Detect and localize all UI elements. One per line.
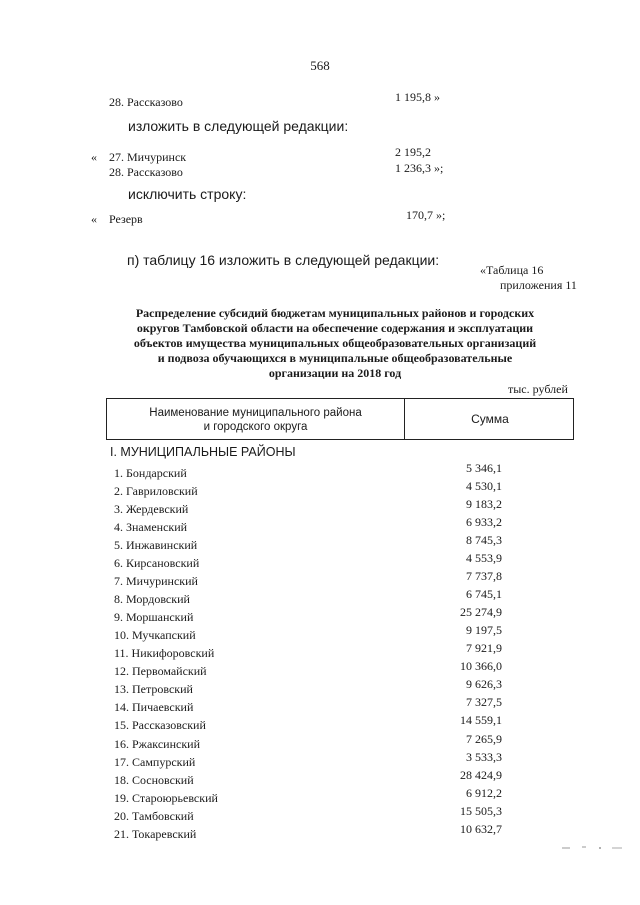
page-number: 568	[310, 58, 330, 73]
amendment-line-4-value: 170,7 »;	[406, 208, 446, 222]
title-line: Распределение субсидий бюджетам муниципальных районов и городских	[135, 306, 535, 320]
row-name: 3. Жердевский	[114, 502, 189, 516]
row-value: 4 553,9	[466, 551, 502, 565]
row-name: 16. Ржаксинский	[114, 737, 200, 751]
table-ref-line-1: «Таблица 16	[480, 263, 544, 277]
amendment-line-3-value: 1 236,3 »;	[395, 161, 444, 175]
amendment-line-3-name: 28. Рассказово	[109, 165, 183, 179]
row-value: 14 559,1	[460, 713, 502, 727]
row-value: 5 346,1	[466, 461, 502, 475]
row-value: 9 197,5	[466, 623, 502, 637]
header-name-line-1: Наименование муниципального района	[149, 407, 362, 419]
quote-open-1: «	[91, 150, 97, 164]
instruction-table-16: п) таблицу 16 изложить в следующей редакции:	[127, 252, 440, 268]
header-sum-column: Сумма	[471, 412, 509, 426]
row-name: 21. Токаревский	[114, 827, 197, 841]
title-line: округов Тамбовской области на обеспечение содержания и эксплуатации	[136, 321, 534, 335]
scan-marks-decoration	[560, 840, 630, 854]
title-line: и подвоза обучающихся в муниципальные общеобразовательные	[157, 351, 513, 365]
row-value: 7 921,9	[466, 641, 502, 655]
row-name: 15. Рассказовский	[114, 718, 206, 732]
table-title	[100, 306, 570, 381]
row-value: 15 505,3	[460, 804, 502, 818]
row-name: 18. Сосновский	[114, 773, 194, 787]
row-name: 13. Петровский	[114, 682, 193, 696]
row-name: 9. Моршанский	[114, 610, 194, 624]
amendment-line-4-name: Резерв	[109, 212, 143, 226]
row-name: 10. Мучкапский	[114, 628, 196, 642]
row-value: 10 632,7	[460, 822, 502, 836]
row-name: 8. Мордовский	[114, 592, 190, 606]
row-name: 6. Кирсановский	[114, 556, 200, 570]
row-name: 20. Тамбовский	[114, 809, 194, 823]
title-line: организации на 2018 год	[268, 366, 402, 380]
row-value: 10 366,0	[460, 659, 502, 673]
row-value: 9 626,3	[466, 677, 502, 691]
row-value: 7 737,8	[466, 569, 502, 583]
title-line: объектов имущества муниципальных общеобразовательных организаций	[133, 336, 537, 350]
instruction-delete-row: исключить строку:	[128, 186, 247, 202]
header-name-column	[107, 406, 404, 434]
row-value: 6 933,2	[466, 515, 502, 529]
row-value: 28 424,9	[460, 768, 502, 782]
row-value: 3 533,3	[466, 750, 502, 764]
row-value: 6 912,2	[466, 786, 502, 800]
row-name: 4. Знаменский	[114, 520, 188, 534]
header-name-line-2: и городского округа	[203, 421, 308, 433]
row-name: 14. Пичаевский	[114, 700, 194, 714]
row-name: 1. Бондарский	[114, 466, 187, 480]
row-value: 6 745,1	[466, 587, 502, 601]
instruction-replace: изложить в следующей редакции:	[128, 118, 349, 134]
table-header	[106, 398, 574, 440]
table-ref-line-2: приложения 11	[500, 278, 577, 292]
row-name: 19. Староюрьевский	[114, 791, 218, 805]
row-name: 11. Никифоровский	[114, 646, 215, 660]
row-value: 8 745,3	[466, 533, 502, 547]
units-label: тыс. рублей	[508, 382, 568, 396]
row-value: 7 327,5	[466, 695, 502, 709]
row-name: 5. Инжавинский	[114, 538, 198, 552]
row-name: 12. Первомайский	[114, 664, 207, 678]
amendment-line-2-value: 2 195,2	[395, 145, 431, 159]
row-value: 25 274,9	[460, 605, 502, 619]
amendment-line-2-name: 27. Мичуринск	[109, 150, 187, 164]
row-value: 7 265,9	[466, 732, 502, 746]
row-name: 17. Сампурский	[114, 755, 196, 769]
quote-open-2: «	[91, 212, 97, 226]
row-name: 2. Гавриловский	[114, 484, 198, 498]
row-value: 4 530,1	[466, 479, 502, 493]
row-value: 9 183,2	[466, 497, 502, 511]
section-title: I. МУНИЦИПАЛЬНЫЕ РАЙОНЫ	[110, 445, 296, 459]
row-name: 7. Мичуринский	[114, 574, 198, 588]
amendment-line-1-value: 1 195,8 »	[395, 90, 440, 104]
amendment-line-1-name: 28. Рассказово	[109, 95, 183, 109]
